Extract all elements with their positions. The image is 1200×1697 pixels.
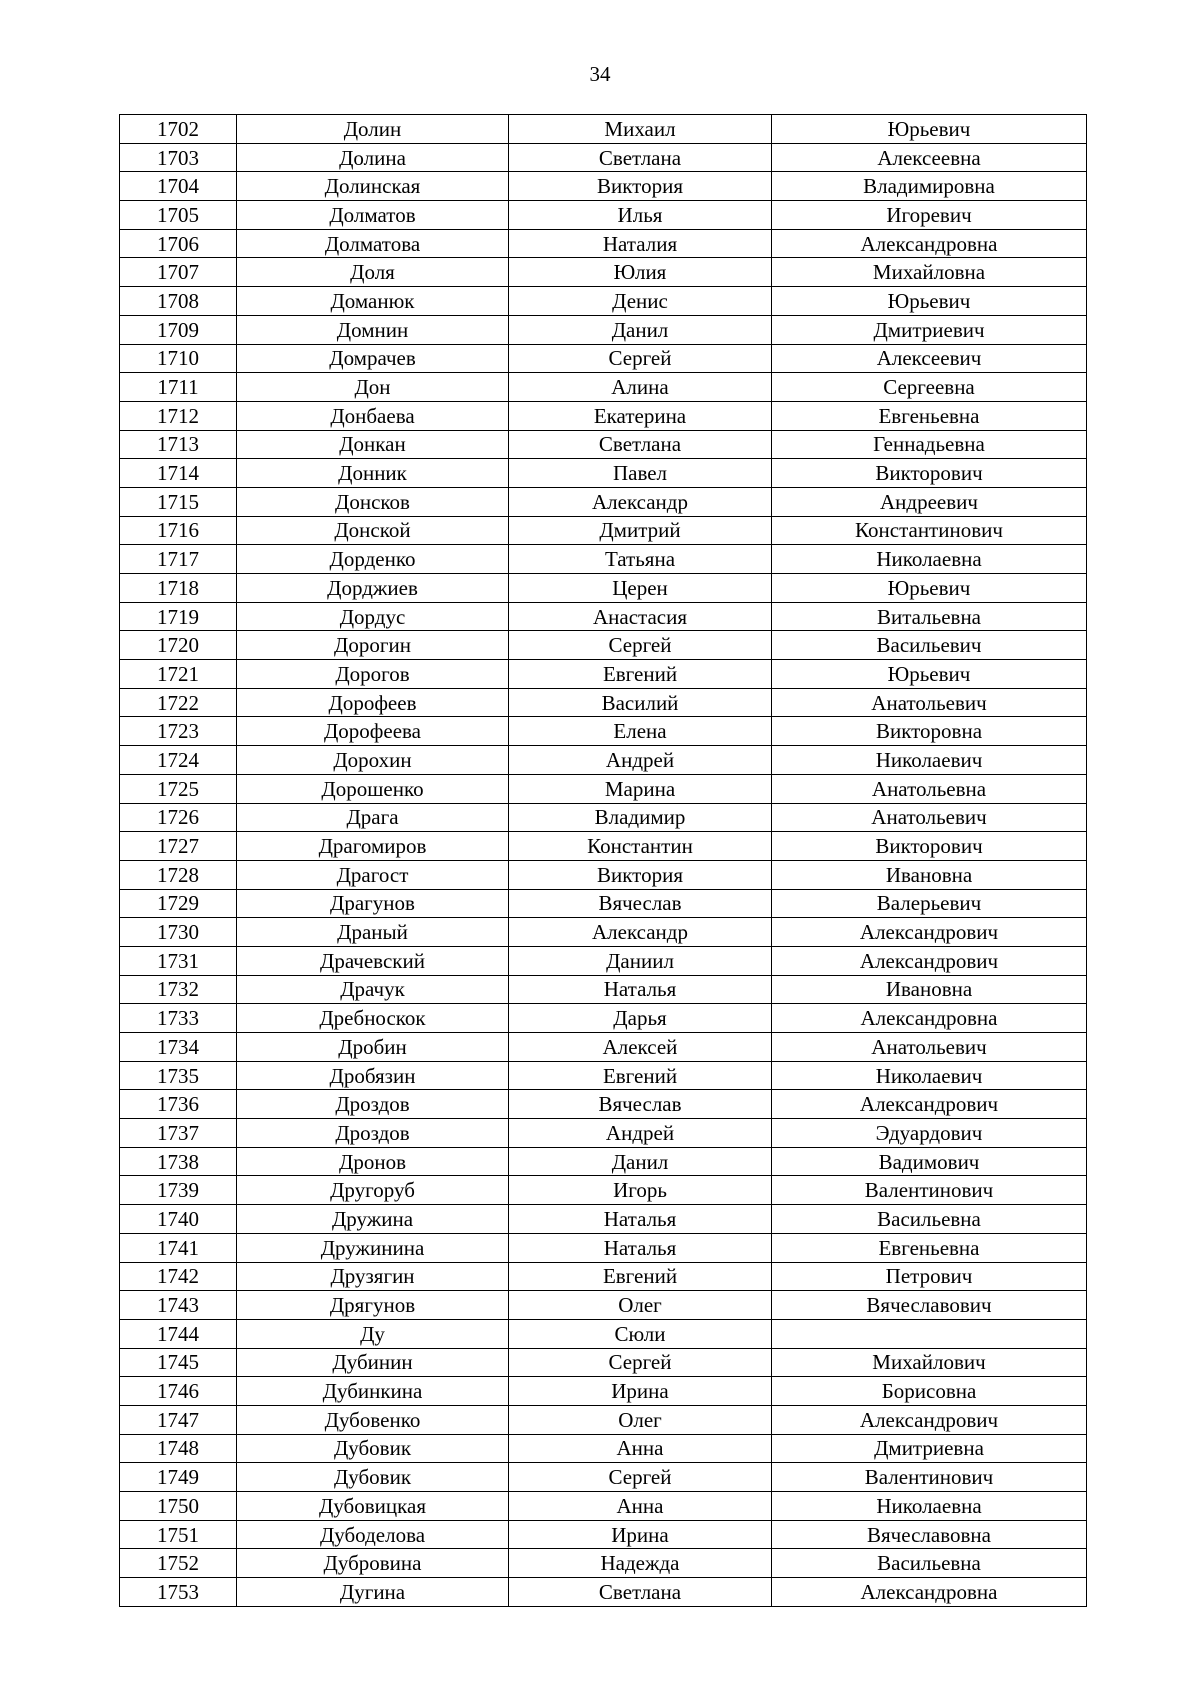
row-number-cell: 1738 [120,1147,237,1176]
last-name-cell: Долматов [237,201,509,230]
row-number-cell: 1726 [120,803,237,832]
table-row [120,201,1087,230]
patronymic-cell: Александровна [772,229,1087,258]
row-number-cell: 1734 [120,1033,237,1062]
row-number-cell: 1725 [120,774,237,803]
table-row [120,660,1087,689]
first-name-cell: Олег [509,1405,772,1434]
last-name-cell: Дубинин [237,1348,509,1377]
first-name-cell: Даниил [509,946,772,975]
row-number-cell: 1702 [120,115,237,144]
row-number-cell: 1737 [120,1119,237,1148]
last-name-cell: Драчук [237,975,509,1004]
last-name-cell: Дубовик [237,1463,509,1492]
patronymic-cell: Валерьевич [772,889,1087,918]
row-number-cell: 1743 [120,1291,237,1320]
last-name-cell: Дрягунов [237,1291,509,1320]
last-name-cell: Домнин [237,315,509,344]
table-row [120,115,1087,144]
first-name-cell: Наталия [509,229,772,258]
table-row [120,832,1087,861]
table-row [120,401,1087,430]
table-row [120,287,1087,316]
table-row [120,1434,1087,1463]
row-number-cell: 1750 [120,1492,237,1521]
patronymic-cell: Геннадьевна [772,430,1087,459]
patronymic-cell: Евгеньевна [772,401,1087,430]
row-number-cell: 1724 [120,746,237,775]
first-name-cell: Данил [509,315,772,344]
row-number-cell: 1748 [120,1434,237,1463]
table-row [120,143,1087,172]
last-name-cell: Дубовенко [237,1405,509,1434]
last-name-cell: Дорогов [237,660,509,689]
patronymic-cell: Михайловна [772,258,1087,287]
patronymic-cell: Анатольевич [772,1033,1087,1062]
first-name-cell: Екатерина [509,401,772,430]
table-row [120,487,1087,516]
patronymic-cell: Юрьевич [772,115,1087,144]
table-row [120,373,1087,402]
patronymic-cell: Петрович [772,1262,1087,1291]
last-name-cell: Дроздов [237,1090,509,1119]
row-number-cell: 1709 [120,315,237,344]
table-row [120,1090,1087,1119]
last-name-cell: Драгомиров [237,832,509,861]
table-row [120,430,1087,459]
first-name-cell: Сергей [509,631,772,660]
last-name-cell: Дружина [237,1205,509,1234]
first-name-cell: Надежда [509,1549,772,1578]
row-number-cell: 1730 [120,918,237,947]
row-number-cell: 1721 [120,660,237,689]
last-name-cell: Дорогин [237,631,509,660]
table-row [120,975,1087,1004]
patronymic-cell: Вадимович [772,1147,1087,1176]
row-number-cell: 1735 [120,1061,237,1090]
patronymic-cell: Викторович [772,832,1087,861]
first-name-cell: Денис [509,287,772,316]
last-name-cell: Дугина [237,1578,509,1607]
row-number-cell: 1728 [120,860,237,889]
table-row [120,1520,1087,1549]
page-number: 34 [589,62,611,86]
table-row [120,1176,1087,1205]
first-name-cell: Юлия [509,258,772,287]
last-name-cell: Донник [237,459,509,488]
last-name-cell: Дробязин [237,1061,509,1090]
patronymic-cell: Алексеевич [772,344,1087,373]
row-number-cell: 1707 [120,258,237,287]
row-number-cell: 1729 [120,889,237,918]
row-number-cell: 1744 [120,1319,237,1348]
first-name-cell: Анна [509,1434,772,1463]
table-row [120,1119,1087,1148]
table-row [120,774,1087,803]
patronymic-cell: Александровна [772,1578,1087,1607]
last-name-cell: Ду [237,1319,509,1348]
first-name-cell: Виктория [509,860,772,889]
table-row [120,918,1087,947]
first-name-cell: Владимир [509,803,772,832]
patronymic-cell: Андреевич [772,487,1087,516]
row-number-cell: 1752 [120,1549,237,1578]
last-name-cell: Дорденко [237,545,509,574]
table-row [120,1233,1087,1262]
patronymic-cell: Николаевна [772,1492,1087,1521]
last-name-cell: Домрачев [237,344,509,373]
row-number-cell: 1711 [120,373,237,402]
last-name-cell: Дребноскок [237,1004,509,1033]
row-number-cell: 1706 [120,229,237,258]
first-name-cell: Вячеслав [509,889,772,918]
row-number-cell: 1704 [120,172,237,201]
table-row [120,1348,1087,1377]
patronymic-cell: Валентинович [772,1176,1087,1205]
row-number-cell: 1703 [120,143,237,172]
row-number-cell: 1745 [120,1348,237,1377]
first-name-cell: Александр [509,487,772,516]
patronymic-cell: Сергеевна [772,373,1087,402]
table-row [120,344,1087,373]
row-number-cell: 1719 [120,602,237,631]
row-number-cell: 1732 [120,975,237,1004]
last-name-cell: Донбаева [237,401,509,430]
first-name-cell: Алина [509,373,772,402]
patronymic-cell: Вячеславовна [772,1520,1087,1549]
row-number-cell: 1727 [120,832,237,861]
patronymic-cell: Михайлович [772,1348,1087,1377]
last-name-cell: Дорошенко [237,774,509,803]
first-name-cell: Сергей [509,344,772,373]
last-name-cell: Долматова [237,229,509,258]
last-name-cell: Дубовик [237,1434,509,1463]
last-name-cell: Дорджиев [237,574,509,603]
table-row [120,1262,1087,1291]
first-name-cell: Андрей [509,1119,772,1148]
first-name-cell: Сергей [509,1463,772,1492]
patronymic-cell: Валентинович [772,1463,1087,1492]
table-row [120,631,1087,660]
table-row [120,1492,1087,1521]
patronymic-cell: Константинович [772,516,1087,545]
patronymic-cell: Александрович [772,1090,1087,1119]
first-name-cell: Евгений [509,1061,772,1090]
first-name-cell: Виктория [509,172,772,201]
first-name-cell: Дарья [509,1004,772,1033]
last-name-cell: Дон [237,373,509,402]
patronymic-cell: Васильевна [772,1549,1087,1578]
patronymic-cell: Витальевна [772,602,1087,631]
first-name-cell: Анастасия [509,602,772,631]
table-row [120,172,1087,201]
last-name-cell: Драга [237,803,509,832]
last-name-cell: Донкан [237,430,509,459]
row-number-cell: 1749 [120,1463,237,1492]
first-name-cell: Евгений [509,660,772,689]
table-row [120,459,1087,488]
table-row [120,1205,1087,1234]
row-number-cell: 1715 [120,487,237,516]
patronymic-cell: Васильевич [772,631,1087,660]
table-row [120,717,1087,746]
last-name-cell: Дубровина [237,1549,509,1578]
last-name-cell: Дружинина [237,1233,509,1262]
table-row [120,516,1087,545]
row-number-cell: 1710 [120,344,237,373]
row-number-cell: 1742 [120,1262,237,1291]
table-row [120,688,1087,717]
last-name-cell: Донской [237,516,509,545]
last-name-cell: Доманюк [237,287,509,316]
row-number-cell: 1714 [120,459,237,488]
row-number-cell: 1740 [120,1205,237,1234]
row-number-cell: 1713 [120,430,237,459]
last-name-cell: Драчевский [237,946,509,975]
last-name-cell: Донсков [237,487,509,516]
first-name-cell: Дмитрий [509,516,772,545]
table-row [120,889,1087,918]
patronymic-cell: Евгеньевна [772,1233,1087,1262]
first-name-cell: Александр [509,918,772,947]
first-name-cell: Андрей [509,746,772,775]
first-name-cell: Наталья [509,975,772,1004]
patronymic-cell: Алексеевна [772,143,1087,172]
patronymic-cell: Владимировна [772,172,1087,201]
table-row [120,1061,1087,1090]
last-name-cell: Драгунов [237,889,509,918]
name-list-table [119,114,1087,1607]
row-number-cell: 1722 [120,688,237,717]
patronymic-cell: Дмитриевич [772,315,1087,344]
table-row [120,1291,1087,1320]
patronymic-cell: Юрьевич [772,574,1087,603]
last-name-cell: Дорофеев [237,688,509,717]
last-name-cell: Дроздов [237,1119,509,1148]
last-name-cell: Дубоделова [237,1520,509,1549]
row-number-cell: 1746 [120,1377,237,1406]
patronymic-cell: Дмитриевна [772,1434,1087,1463]
first-name-cell: Евгений [509,1262,772,1291]
first-name-cell: Игорь [509,1176,772,1205]
table-row [120,315,1087,344]
last-name-cell: Долина [237,143,509,172]
row-number-cell: 1712 [120,401,237,430]
last-name-cell: Дубовицкая [237,1492,509,1521]
first-name-cell: Наталья [509,1233,772,1262]
last-name-cell: Дронов [237,1147,509,1176]
last-name-cell: Доля [237,258,509,287]
first-name-cell: Елена [509,717,772,746]
first-name-cell: Светлана [509,1578,772,1607]
last-name-cell: Дробин [237,1033,509,1062]
patronymic-cell: Васильевна [772,1205,1087,1234]
table-row [120,545,1087,574]
row-number-cell: 1739 [120,1176,237,1205]
patronymic-cell: Эдуардович [772,1119,1087,1148]
patronymic-cell: Николаевич [772,746,1087,775]
patronymic-cell: Николаевич [772,1061,1087,1090]
patronymic-cell: Юрьевич [772,287,1087,316]
table-row [120,1004,1087,1033]
last-name-cell: Друзягин [237,1262,509,1291]
first-name-cell: Сергей [509,1348,772,1377]
row-number-cell: 1718 [120,574,237,603]
last-name-cell: Другоруб [237,1176,509,1205]
last-name-cell: Дорофеева [237,717,509,746]
patronymic-cell [772,1319,1087,1348]
last-name-cell: Дорохин [237,746,509,775]
row-number-cell: 1723 [120,717,237,746]
name-list-body [120,115,1087,1607]
first-name-cell: Ирина [509,1520,772,1549]
patronymic-cell: Александрович [772,946,1087,975]
patronymic-cell: Юрьевич [772,660,1087,689]
first-name-cell: Вячеслав [509,1090,772,1119]
row-number-cell: 1720 [120,631,237,660]
patronymic-cell: Александрович [772,918,1087,947]
patronymic-cell: Ивановна [772,975,1087,1004]
first-name-cell: Церен [509,574,772,603]
first-name-cell: Марина [509,774,772,803]
table-row [120,1578,1087,1607]
first-name-cell: Константин [509,832,772,861]
first-name-cell: Анна [509,1492,772,1521]
row-number-cell: 1717 [120,545,237,574]
patronymic-cell: Александровна [772,1004,1087,1033]
table-row [120,803,1087,832]
row-number-cell: 1736 [120,1090,237,1119]
last-name-cell: Долинская [237,172,509,201]
first-name-cell: Светлана [509,143,772,172]
table-row [120,860,1087,889]
first-name-cell: Светлана [509,430,772,459]
first-name-cell: Сюли [509,1319,772,1348]
table-row [120,1377,1087,1406]
row-number-cell: 1751 [120,1520,237,1549]
table-row [120,746,1087,775]
table-row [120,574,1087,603]
table-row [120,1033,1087,1062]
patronymic-cell: Анатольевич [772,688,1087,717]
row-number-cell: 1753 [120,1578,237,1607]
patronymic-cell: Викторович [772,459,1087,488]
table-row [120,602,1087,631]
first-name-cell: Павел [509,459,772,488]
first-name-cell: Ирина [509,1377,772,1406]
patronymic-cell: Борисовна [772,1377,1087,1406]
patronymic-cell: Викторовна [772,717,1087,746]
first-name-cell: Василий [509,688,772,717]
last-name-cell: Долин [237,115,509,144]
last-name-cell: Дордус [237,602,509,631]
table-row [120,258,1087,287]
row-number-cell: 1716 [120,516,237,545]
first-name-cell: Данил [509,1147,772,1176]
table-row [120,229,1087,258]
last-name-cell: Драгост [237,860,509,889]
last-name-cell: Драный [237,918,509,947]
first-name-cell: Олег [509,1291,772,1320]
row-number-cell: 1708 [120,287,237,316]
row-number-cell: 1741 [120,1233,237,1262]
table-row [120,1319,1087,1348]
table-row [120,1147,1087,1176]
first-name-cell: Алексей [509,1033,772,1062]
first-name-cell: Татьяна [509,545,772,574]
patronymic-cell: Игоревич [772,201,1087,230]
first-name-cell: Наталья [509,1205,772,1234]
patronymic-cell: Вячеславович [772,1291,1087,1320]
row-number-cell: 1705 [120,201,237,230]
first-name-cell: Михаил [509,115,772,144]
table-row [120,946,1087,975]
first-name-cell: Илья [509,201,772,230]
table-row [120,1405,1087,1434]
patronymic-cell: Ивановна [772,860,1087,889]
patronymic-cell: Александрович [772,1405,1087,1434]
table-row [120,1463,1087,1492]
row-number-cell: 1731 [120,946,237,975]
patronymic-cell: Анатольевна [772,774,1087,803]
last-name-cell: Дубинкина [237,1377,509,1406]
row-number-cell: 1733 [120,1004,237,1033]
patronymic-cell: Николаевна [772,545,1087,574]
table-row [120,1549,1087,1578]
patronymic-cell: Анатольевич [772,803,1087,832]
row-number-cell: 1747 [120,1405,237,1434]
